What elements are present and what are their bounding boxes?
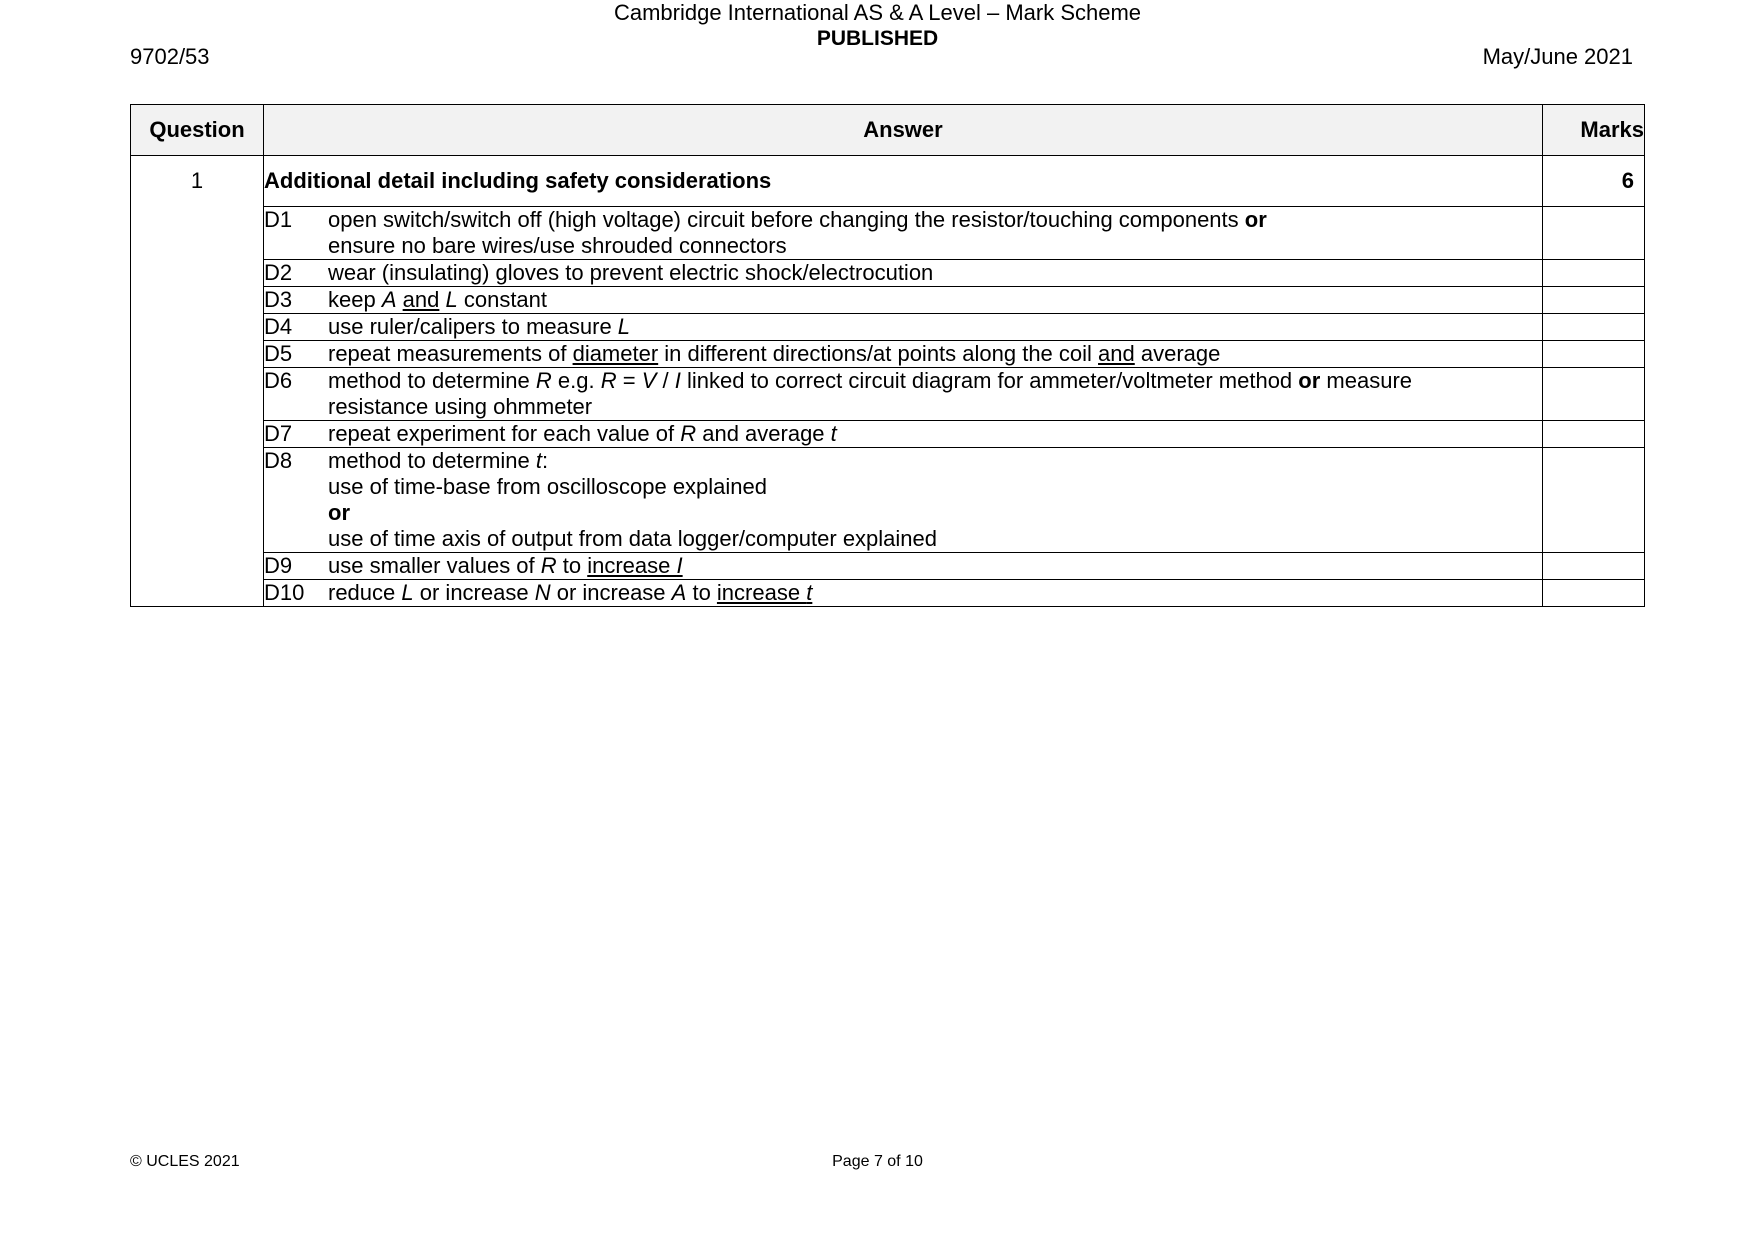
item-text: use of time-base from oscilloscope explained bbox=[328, 474, 768, 499]
item-symbol: A bbox=[671, 580, 687, 605]
list-item bbox=[264, 260, 1542, 286]
item-text: open switch/switch off (high voltage) circuit before changing the resistor/touching components bbox=[328, 207, 1245, 232]
item-text: method to determine bbox=[328, 368, 536, 393]
item-symbol: R bbox=[680, 421, 697, 446]
table-row bbox=[131, 156, 1645, 207]
published-label: PUBLISHED bbox=[816, 27, 939, 50]
list-item bbox=[264, 368, 1542, 420]
table-row bbox=[131, 260, 1645, 287]
item-text: constant bbox=[457, 287, 548, 312]
item-symbol: N bbox=[534, 580, 551, 605]
item-symbol: R bbox=[600, 368, 617, 393]
item-text: e.g. bbox=[551, 368, 601, 393]
item-text-bold: or bbox=[1298, 368, 1321, 393]
item-text: or increase bbox=[413, 580, 535, 605]
table-row bbox=[131, 448, 1645, 553]
item-text: linked to correct circuit diagram for ammeter/voltmeter method bbox=[680, 368, 1299, 393]
item-text: method to determine bbox=[328, 448, 536, 473]
item-text: = bbox=[616, 368, 642, 393]
table-row bbox=[131, 287, 1645, 314]
item-symbol: V bbox=[641, 368, 657, 393]
item-text: : bbox=[542, 448, 549, 473]
list-item bbox=[264, 421, 1542, 447]
table-row bbox=[131, 314, 1645, 341]
item-symbol: t bbox=[535, 448, 543, 473]
table-row bbox=[131, 341, 1645, 368]
item-text: repeat measurements of bbox=[328, 341, 573, 366]
item-text: use ruler/calipers to measure bbox=[328, 314, 618, 339]
item-text: ensure no bare wires/use shrouded connectors bbox=[328, 233, 787, 258]
paper-code: 9702/53 bbox=[130, 44, 210, 69]
item-code: D10 bbox=[264, 580, 305, 605]
exam-session: May/June 2021 bbox=[1482, 44, 1633, 69]
item-text: measure bbox=[1320, 368, 1413, 393]
list-item bbox=[264, 341, 1542, 367]
item-symbol: I bbox=[674, 368, 681, 393]
table-row bbox=[131, 553, 1645, 580]
item-text-underlined: diameter bbox=[572, 341, 659, 366]
marks-value: 6 bbox=[1543, 156, 1645, 207]
item-text: average bbox=[1134, 341, 1221, 366]
item-text-bold: or bbox=[1244, 207, 1267, 232]
document-title: Cambridge International AS & A Level – Mark Scheme bbox=[613, 0, 1142, 25]
list-item bbox=[264, 553, 1542, 579]
item-text: or increase bbox=[550, 580, 672, 605]
item-symbol-underlined: t bbox=[806, 580, 813, 605]
list-item bbox=[264, 448, 1542, 552]
list-item bbox=[264, 314, 1542, 340]
item-symbol: A bbox=[381, 287, 397, 312]
item-text-underlined: increase bbox=[716, 580, 807, 605]
column-header-answer: Answer bbox=[264, 105, 1543, 156]
item-text-underlined: and bbox=[402, 287, 440, 312]
item-symbol: L bbox=[617, 314, 631, 339]
item-text: resistance using ohmmeter bbox=[328, 394, 593, 419]
item-text: / bbox=[656, 368, 675, 393]
item-text: use smaller values of bbox=[328, 553, 541, 578]
item-symbol: t bbox=[830, 421, 837, 446]
column-header-question: Question bbox=[131, 105, 264, 156]
item-text: and average bbox=[696, 421, 831, 446]
item-symbol-underlined: I bbox=[676, 553, 683, 578]
item-text: repeat experiment for each value of bbox=[328, 421, 681, 446]
item-code: D4 bbox=[264, 314, 293, 339]
item-text: use of time axis of output from data logger/computer explained bbox=[328, 526, 938, 551]
item-code: D5 bbox=[264, 341, 293, 366]
item-symbol: R bbox=[540, 553, 557, 578]
item-text: wear (insulating) gloves to prevent electric shock/electrocution bbox=[328, 260, 934, 285]
item-symbol: L bbox=[401, 580, 414, 605]
mark-scheme-table bbox=[130, 104, 1645, 607]
item-text: keep bbox=[328, 287, 382, 312]
table-row bbox=[131, 421, 1645, 448]
item-code: D1 bbox=[264, 207, 293, 232]
item-code: D8 bbox=[264, 448, 293, 473]
item-symbol: L bbox=[445, 287, 458, 312]
item-text: to bbox=[686, 580, 717, 605]
item-text-underlined: and bbox=[1098, 341, 1135, 366]
item-text: to bbox=[556, 553, 588, 578]
question-number: 1 bbox=[131, 156, 264, 607]
table-header-row bbox=[131, 105, 1645, 156]
answer-heading: Additional detail including safety considerations bbox=[264, 156, 1543, 207]
item-text: reduce bbox=[328, 580, 402, 605]
copyright-notice: © UCLES 2021 bbox=[130, 1153, 240, 1170]
list-item bbox=[264, 580, 1542, 606]
item-code: D3 bbox=[264, 287, 293, 312]
item-text-bold: or bbox=[328, 500, 350, 525]
item-code: D6 bbox=[264, 368, 293, 393]
page-number: Page 7 of 10 bbox=[832, 1153, 923, 1170]
table-row bbox=[131, 207, 1645, 260]
item-text-underlined: increase bbox=[587, 553, 677, 578]
item-symbol: R bbox=[535, 368, 552, 393]
list-item bbox=[264, 207, 1542, 259]
item-code: D7 bbox=[264, 421, 293, 446]
column-header-marks: Marks bbox=[1543, 105, 1645, 156]
table-row bbox=[131, 368, 1645, 421]
item-code: D9 bbox=[264, 553, 293, 578]
list-item bbox=[264, 287, 1542, 313]
item-code: D2 bbox=[264, 260, 293, 285]
item-text: in different directions/at points along the coil bbox=[658, 341, 1099, 366]
table-row bbox=[131, 580, 1645, 607]
